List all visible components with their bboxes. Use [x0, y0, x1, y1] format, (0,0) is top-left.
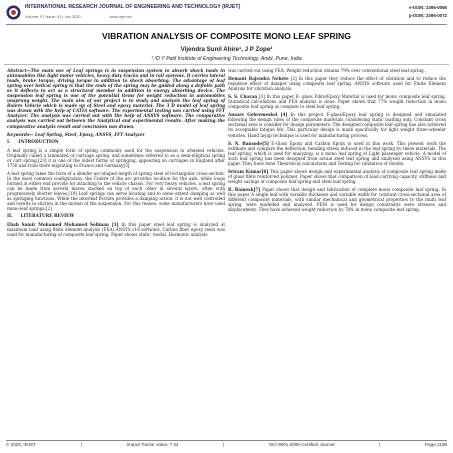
title-divider [4, 64, 449, 65]
issn-block [409, 4, 447, 20]
pissn: p-ISSN: 2395-0072 [408, 13, 447, 18]
lit-review-paragraph-3: S. S. Chavan [3] In this paper E- glass Fibre/Epoxy Material is used for mono composite leaf spring. Statistical calculations and FEA analysis is done. Paper shows that 77% weight reduction in mono composite leaf spring as compare to steel leaf spring. [228, 94, 447, 110]
section-title: INTRODUCTION [18, 139, 59, 145]
lit-review-paragraph-continued: was carried out using FEA. Weight reduction obtains 79% over conventional steel leaf spring. [228, 68, 426, 73]
volume-issue: Volume: 07 Issue: 01 | Jan 2020 [25, 14, 81, 19]
lit-review-paragraph-6: Sriram Kumar[6] This paper shows design and experimental analysis of composite leaf spring made of glass fibre reinforced polymer. Paper shows that comparison of load carrying capacity, stiffness and weight savings of composite leaf spring and steel leaf spring. [228, 168, 446, 184]
footer-page-number: Page 1108 [425, 442, 447, 447]
paper-authors: Vijendra Sunil Ahire¹, J P Zope² [180, 46, 273, 53]
footer-impact-factor: Impact Factor value: 7.34 [126, 442, 179, 447]
irjet-logo-icon [6, 5, 21, 20]
keywords: Keywords— Leaf Spring, Steel, Epoxy, ANSYS, FFT Analyzer [7, 131, 145, 137]
footer-iso: ISO 9001:2008 Certified Journal [268, 442, 335, 447]
lit-review-paragraph-1: Ehab Samir Mohamed Mohamed Soliman [1] In this paper steel leaf spring is analyzed at maximum load using finite element analysis (FEA) ANSYS v16 software. Carbon fiber epoxy resin was used for manufacturing of composite leaf spring. Paper shows static, modal, Harmonic analysis [7, 222, 225, 238]
lit-review-paragraph-5: S. N. Bansode[5] E-Glass Epoxy and Carbon Epoxy is used in this work. This present work the estimate and compare the deflection, bending stress induced in the leaf spring by these materials. The leaf spring, which is used for analyzing, is a mono leaf spring of Light passenger vehicle. A model of such leaf spring has been designed from actual steel leaf spring and analysed using ANSYS in this paper. They have done Theoretical calculations and Testing for validation of results. [228, 140, 447, 166]
lit-review-paragraph-2: Hemant Rajendra Nehete [2] In this paper they reduce the effect of vibration and to reduce the repulsive effect of damper using composite leaf spring. ANSYS software used for Finite Element Analysis for vibration analysis. [228, 76, 446, 92]
intro-paragraph-1: A leaf spring is a simple form of spring commonly used for the suspension in wheeled vehicles. Originally called a laminated or carriage spring, and sometimes referred to as a semi-elliptical spring or cart spring,[23] it is one of the oldest forms of springing, appearing on carriages in England after 1750 and from there migrating to France and Germany[3]. [7, 147, 225, 168]
left-column [7, 68, 225, 240]
ref-author: S. S. Chavan [228, 94, 258, 100]
section-title: LITERATURE REVIEW [20, 214, 75, 220]
ref-author: Hemant Rajendra Nehete [228, 76, 289, 82]
ref-author: Sriram Kumar[6] [228, 168, 269, 174]
section-heading-introduction [7, 140, 225, 145]
paper-affiliation: ¹,²D Y Patil Institute of Engineering Technology, Ambi, Pune, India [151, 56, 302, 62]
journal-website[interactable]: www.irjet.net [109, 14, 132, 19]
journal-header [6, 4, 447, 25]
right-column [228, 68, 446, 215]
ref-author: Ehab Samir Mohamed Mohamed Soliman [1] [7, 222, 119, 228]
eissn: e-ISSN: 2395-0056 [409, 5, 447, 10]
ref-author: S. N. Bansode[5] [228, 140, 269, 146]
ref-author: Ansare Gebremeskel [4] [228, 112, 288, 118]
volume-line [25, 14, 160, 19]
paper-title: VIBRATION ANALYSIS OF COMPOSITE MONO LEAF SPRING [102, 31, 351, 41]
footer-copyright: © 2020, IRJET [6, 442, 37, 447]
page-footer [6, 440, 447, 447]
journal-name: INTERNATIONAL RESEARCH JOURNAL OF ENGINEERING AND TECHNOLOGY (IRJET) [25, 4, 241, 10]
footer-separator: | [223, 442, 225, 447]
footer-separator: | [379, 442, 381, 447]
abstract: Abstract—The main use of Leaf springs is in suspension system to absorb shock loads in automobiles like light motor vehicles, heavy duty trucks and in rail systems. It carries lateral loads, brake torque, driving torque in addition to shock absorbing. The advantage of leaf spring over helical spring is that the ends of the spring may be guided along a definite path as it deflects to act as a structural member in addition to energy absorbing device. The suspension leaf spring is one of the potential items for weight reduction in automobiles unsprung weight. The main aim of our project is to study and analysis the leaf spring of Bolero Vehicle which is made up of Steel and epoxy material. The 3 D model of leaf spring was drawn with the help of CATIA software. The experimental testing was carried using FFT Analyzer. The analysis was carried out with the help of ANSYS software. The comparative analysis was carried out between the Analytical and experimental results. After making the comparative analysis result and conclusion was drawn. [7, 68, 225, 129]
lit-review-paragraph-4: Ansare Gebremeskel [4] In this project E-glass/Epoxy leaf spring is designed and simulated following the design rules of the composite materials considering static loading only. Constant cross sectional area is consider for design parameters. The designed composite leaf spring has also achieved its acceptable fatigue life. This particular design is made specifically for light weight three-wheeler vehicles. Hand layup technique is used for manufacturing process. [228, 112, 446, 138]
ref-author: R. Ramesh[7] [228, 186, 261, 192]
lit-review-paragraph-7: R. Ramesh[7] Paper shows that design and fabrication of complete mono composite leaf spring. In this paper A single leaf with variable thickness and variable width for constant cross-sectional area of different composite materials, with similar mechanical and geometrical properties to the multi leaf spring, were modelled and analysed. FEM is used for design constraints were stresses and displacement. They have achieved weight reduction by 78% in mono composite leaf spring. [228, 186, 447, 213]
intro-paragraph-2: A leaf spring takes the form of a slender arc-shaped length of spring steel of rectangular cross-section. In the most common configuration, the Centre of the arc provides location for the axle, while loops formed at either end provide for attaching to the vehicle chassis. For very heavy vehicles, a leaf spring can be made from several leaves stacked on top of each other in several layers, often with progressively shorter leaves.[19] Leaf springs can serve locating and to some extent damping as well as springing functions. While the interleaf friction provides a damping action, it is not well controlled and results in stiction in the motion of the suspension. For this reason, some manufacturers have used mono-leaf springs.[2] [7, 170, 225, 212]
footer-separator: | [80, 442, 83, 447]
section-number: I. [7, 139, 11, 145]
section-heading-literature-review [7, 214, 225, 219]
section-number: II. [7, 214, 13, 220]
